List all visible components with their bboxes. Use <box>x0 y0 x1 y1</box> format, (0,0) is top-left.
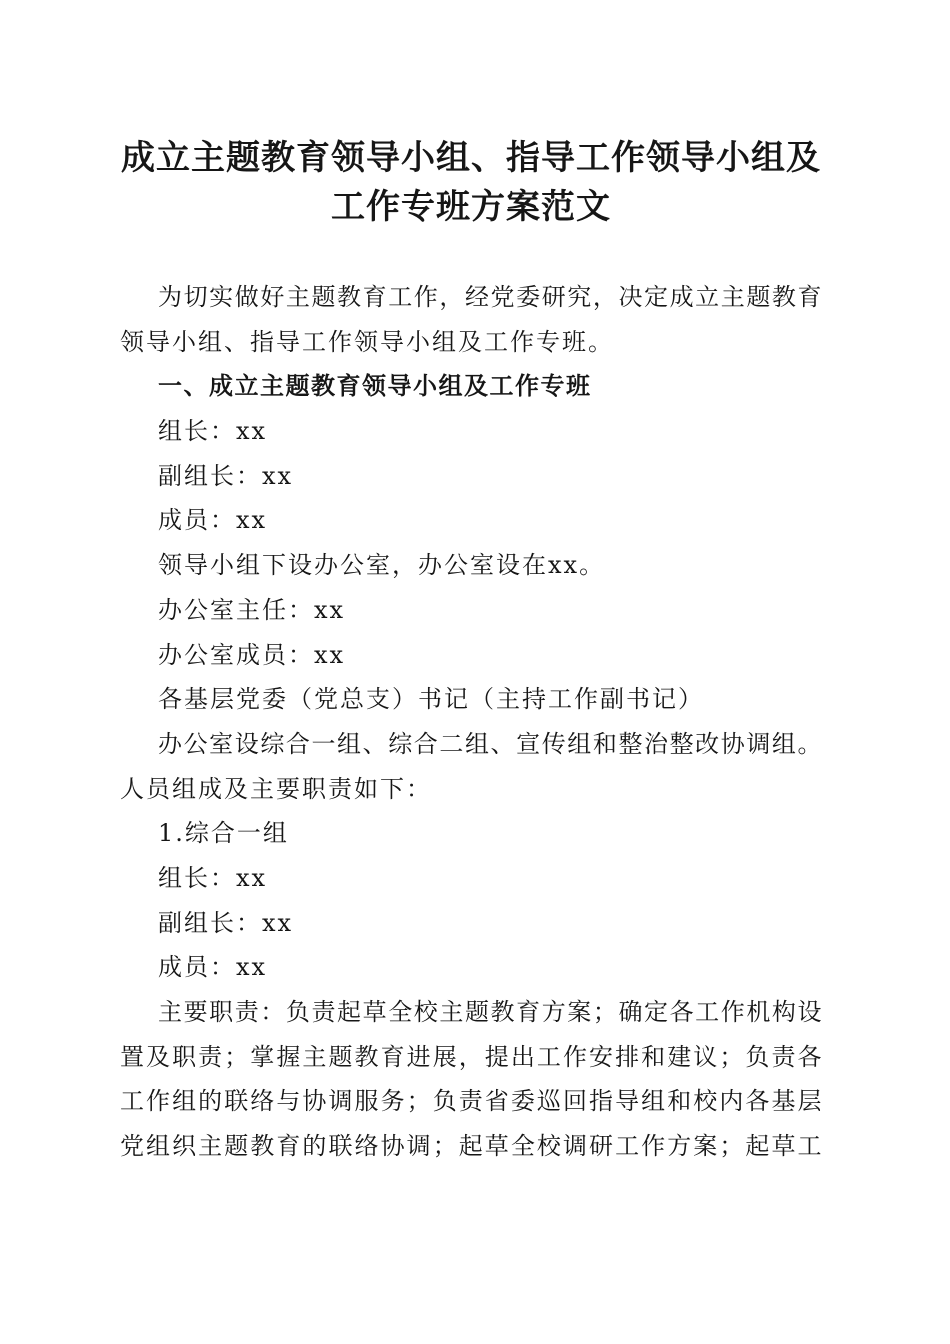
office-groups-paragraph-line: 办公室设综合一组、综合二组、宣传组和整治整改协调组。 <box>158 729 822 758</box>
duties-paragraph-line: 置及职责；掌握主题教育进展，提出工作安排和建议；负责各 <box>120 1042 822 1071</box>
intro-paragraph-line: 领导小组、指导工作领导小组及工作专班。 <box>120 327 614 356</box>
group-leader-line: 组长：xx <box>158 863 268 892</box>
title-line-2: 工作专班方案范文 <box>331 187 611 227</box>
document-body <box>120 275 822 1169</box>
members-line: 成员：xx <box>158 506 268 535</box>
members-line: 成员：xx <box>158 953 268 982</box>
deputy-leader-line: 副组长：xx <box>158 461 294 490</box>
office-setup-line: 领导小组下设办公室，办公室设在xx。 <box>158 551 606 580</box>
party-secretaries-line: 各基层党委（党总支）书记（主持工作副书记） <box>158 685 704 714</box>
office-director-line: 办公室主任：xx <box>158 595 346 624</box>
group-leader-line: 组长：xx <box>158 417 268 446</box>
office-members-line: 办公室成员：xx <box>158 640 346 669</box>
duties-paragraph-line: 主要职责：负责起草全校主题教育方案；确定各工作机构设 <box>158 998 822 1026</box>
deputy-leader-line: 副组长：xx <box>158 908 294 937</box>
document-title <box>106 134 836 232</box>
intro-paragraph-line: 为切实做好主题教育工作，经党委研究，决定成立主题教育 <box>158 283 822 311</box>
duties-paragraph-line: 党组织主题教育的联络协调；起草全校调研工作方案；起草工 <box>120 1132 822 1161</box>
section-heading: 一、成立主题教育领导小组及工作专班 <box>158 372 592 401</box>
subsection-heading: 1.综合一组 <box>158 819 289 848</box>
duties-paragraph-line: 工作组的联络与协调服务；负责省委巡回指导组和校内各基层 <box>120 1087 822 1116</box>
title-line-1: 成立主题教育领导小组、指导工作领导小组及 <box>121 138 821 178</box>
office-groups-paragraph-line: 人员组成及主要职责如下： <box>120 774 432 803</box>
